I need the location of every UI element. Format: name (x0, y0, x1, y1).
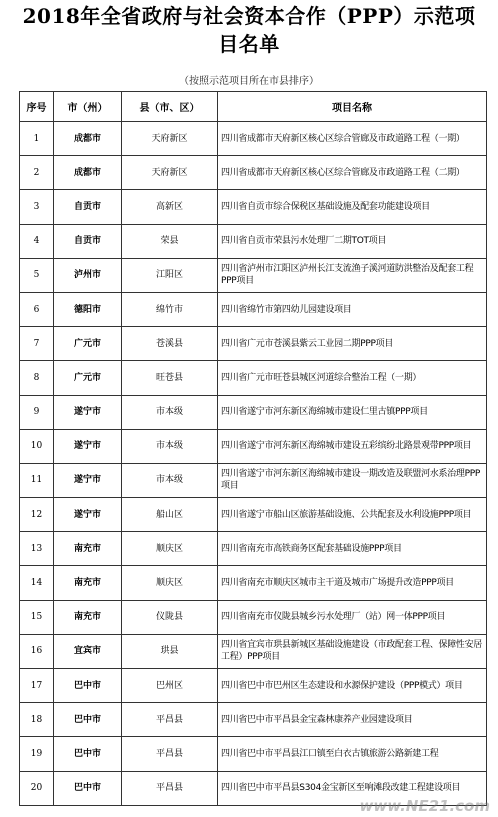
row-county: 顺庆区 (122, 566, 218, 600)
row-city: 南充市 (54, 532, 122, 566)
row-number: 16 (20, 634, 54, 668)
row-city: 巴中市 (54, 703, 122, 737)
title-line-2: 目名单 (218, 32, 280, 56)
row-number: 1 (20, 122, 54, 156)
table-row (20, 292, 487, 326)
row-number: 14 (20, 566, 54, 600)
row-project-name: 四川省遂宁市船山区旅游基础设施、公共配套及水利设施PPP项目 (218, 498, 487, 532)
table-row (20, 463, 487, 497)
row-county: 平昌县 (122, 771, 218, 805)
row-city: 南充市 (54, 600, 122, 634)
row-project-name: 四川省南充市顺庆区城市主干道及城市广场提升改造PPP项目 (218, 566, 487, 600)
row-city: 泸州市 (54, 258, 122, 292)
row-project-name: 四川省广元市旺苍县城区河道综合整治工程（一期） (218, 361, 487, 395)
row-city: 广元市 (54, 361, 122, 395)
row-project-name: 四川省南充市高铁商务区配套基础设施PPP项目 (218, 532, 487, 566)
table-row (20, 600, 487, 634)
table-row (20, 156, 487, 190)
row-county: 巴州区 (122, 669, 218, 703)
table-row (20, 361, 487, 395)
table-row (20, 190, 487, 224)
row-city: 南充市 (54, 566, 122, 600)
table-row (20, 737, 487, 771)
row-project-name: 四川省自贡市荣县污水处理厂二期TOT项目 (218, 224, 487, 258)
table-row (20, 224, 487, 258)
row-county: 顺庆区 (122, 532, 218, 566)
table-row (20, 258, 487, 292)
row-project-name: 四川省巴中市巴州区生态建设和水源保护建设（PPP模式）项目 (218, 669, 487, 703)
row-county: 天府新区 (122, 122, 218, 156)
row-city: 成都市 (54, 122, 122, 156)
row-project-name: 四川省巴中市平昌县S304金宝新区至响滩段改建工程建设项目 (218, 771, 487, 805)
row-number: 19 (20, 737, 54, 771)
row-county: 市本级 (122, 463, 218, 497)
header-county: 县（市、区） (122, 92, 218, 122)
table-row (20, 703, 487, 737)
page-title (0, 2, 498, 58)
row-city: 巴中市 (54, 669, 122, 703)
row-project-name: 四川省南充市仪陇县城乡污水处理厂（站）网一体PPP项目 (218, 600, 487, 634)
row-number: 18 (20, 703, 54, 737)
row-city: 德阳市 (54, 292, 122, 326)
table-row (20, 634, 487, 668)
row-project-name: 四川省成都市天府新区核心区综合管廊及市政道路工程（一期） (218, 122, 487, 156)
row-number: 7 (20, 327, 54, 361)
table-row (20, 122, 487, 156)
row-project-name: 四川省自贡市综合保税区基础设施及配套功能建设项目 (218, 190, 487, 224)
row-project-name: 四川省遂宁市河东新区海绵城市建设仁里古镇PPP项目 (218, 395, 487, 429)
row-project-name: 四川省绵竹市第四幼儿园建设项目 (218, 292, 487, 326)
row-city: 遂宁市 (54, 463, 122, 497)
row-county: 市本级 (122, 395, 218, 429)
table-row (20, 498, 487, 532)
row-project-name: 四川省宜宾市珙县新城区基础设施建设（市政配套工程、保障性安居工程）PPP项目 (218, 634, 487, 668)
project-table (19, 91, 487, 806)
table-header-row (20, 92, 487, 122)
row-county: 平昌县 (122, 737, 218, 771)
sort-note: （按照示范项目所在市县排序） (179, 76, 319, 87)
row-number: 8 (20, 361, 54, 395)
table-row (20, 669, 487, 703)
row-county: 平昌县 (122, 703, 218, 737)
table-row (20, 429, 487, 463)
row-project-name: 四川省巴中市平昌县江口镇至白衣古镇旅游公路新建工程 (218, 737, 487, 771)
header-no: 序号 (20, 92, 54, 122)
row-number: 5 (20, 258, 54, 292)
row-county: 珙县 (122, 634, 218, 668)
row-city: 自贡市 (54, 190, 122, 224)
row-project-name: 四川省遂宁市河东新区海绵城市建设一期改造及联盟河水系治理PPP项目 (218, 463, 487, 497)
row-county: 仪陇县 (122, 600, 218, 634)
row-county: 船山区 (122, 498, 218, 532)
row-number: 12 (20, 498, 54, 532)
row-county: 高新区 (122, 190, 218, 224)
row-city: 遂宁市 (54, 429, 122, 463)
row-city: 巴中市 (54, 737, 122, 771)
table-row (20, 532, 487, 566)
header-project-name: 项目名称 (218, 92, 487, 122)
watermark: www.NE21.com (359, 797, 490, 815)
row-number: 9 (20, 395, 54, 429)
row-city: 宜宾市 (54, 634, 122, 668)
row-city: 巴中市 (54, 771, 122, 805)
row-city: 自贡市 (54, 224, 122, 258)
row-number: 2 (20, 156, 54, 190)
row-project-name: 四川省泸州市江阳区泸州长江支流渔子溪河道防洪整治及配套工程PPP项目 (218, 258, 487, 292)
title-line-1: 2018年全省政府与社会资本合作（PPP）示范项 (22, 4, 476, 28)
table-row (20, 566, 487, 600)
row-county: 荣县 (122, 224, 218, 258)
row-county: 旺苍县 (122, 361, 218, 395)
table-row (20, 327, 487, 361)
row-county: 苍溪县 (122, 327, 218, 361)
row-number: 13 (20, 532, 54, 566)
row-county: 天府新区 (122, 156, 218, 190)
row-number: 6 (20, 292, 54, 326)
header-city: 市（州） (54, 92, 122, 122)
table-body (20, 122, 487, 806)
row-county: 市本级 (122, 429, 218, 463)
row-county: 江阳区 (122, 258, 218, 292)
row-city: 成都市 (54, 156, 122, 190)
row-project-name: 四川省成都市天府新区核心区综合管廊及市政道路工程（二期） (218, 156, 487, 190)
row-number: 3 (20, 190, 54, 224)
row-project-name: 四川省广元市苍溪县紫云工业园二期PPP项目 (218, 327, 487, 361)
row-number: 10 (20, 429, 54, 463)
row-project-name: 四川省巴中市平昌县金宝森林康养产业园建设项目 (218, 703, 487, 737)
table-row (20, 395, 487, 429)
row-number: 4 (20, 224, 54, 258)
row-city: 遂宁市 (54, 395, 122, 429)
row-county: 绵竹市 (122, 292, 218, 326)
row-number: 20 (20, 771, 54, 805)
row-city: 遂宁市 (54, 498, 122, 532)
row-city: 广元市 (54, 327, 122, 361)
row-number: 15 (20, 600, 54, 634)
row-project-name: 四川省遂宁市河东新区海绵城市建设五彩缤纷北路景观带PPP项目 (218, 429, 487, 463)
row-number: 17 (20, 669, 54, 703)
row-number: 11 (20, 463, 54, 497)
